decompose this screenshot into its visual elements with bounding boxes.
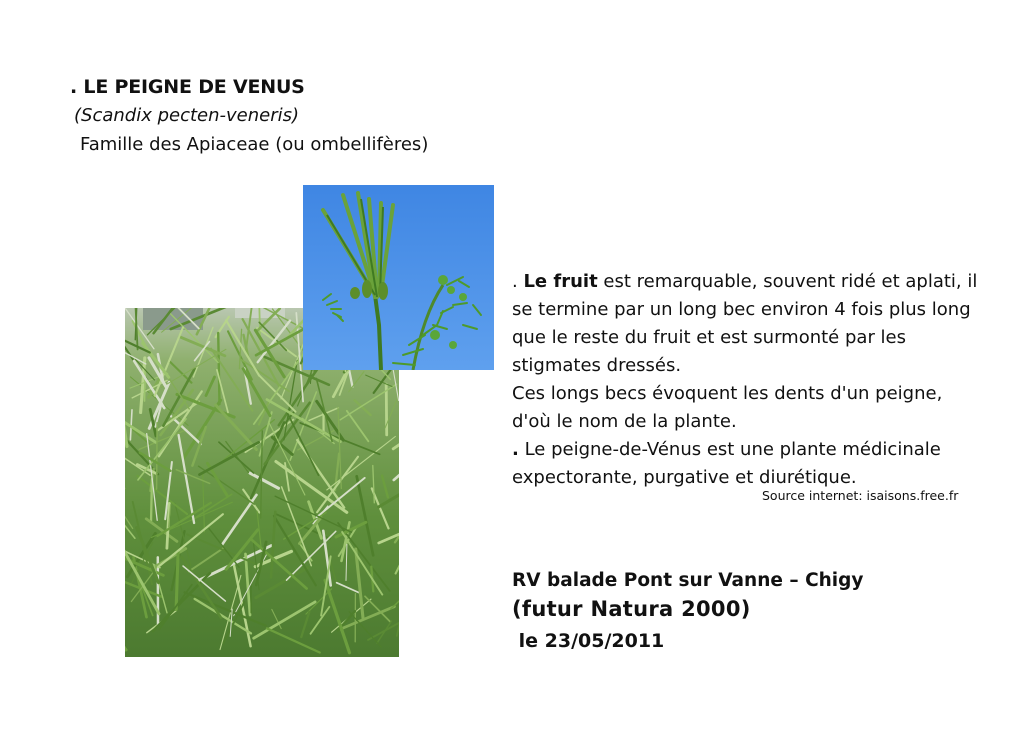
medicinal-paragraph — [512, 436, 982, 492]
grass-blade — [218, 333, 219, 404]
fruit-label: Le fruit — [523, 271, 598, 292]
fruit-text: est remarquable, souvent ridé et aplati, il se termine par un long bec environ 4 fois plus long que le reste du fruit et est surmonté par les stigmates dressés. — [512, 271, 978, 376]
outing-title: RV balade Pont sur Vanne – Chigy — [512, 570, 864, 591]
plant-photo-drawing — [303, 185, 494, 370]
fruit-paragraph — [512, 268, 982, 380]
source-credit: Source internet: isaisons.free.fr — [762, 488, 959, 503]
medicinal-text: Le peigne-de-Vénus est une plante médicinale expectorante, purgative et diurétique. — [512, 439, 941, 488]
grass-blade — [386, 384, 387, 435]
outing-date: le 23/05/2011 — [512, 630, 665, 652]
plant-family: Famille des Apiaceae (ou ombellifères) — [80, 134, 429, 155]
comb-paragraph: Ces longs becs évoquent les dents d'un peigne, d'où le nom de la plante. — [512, 383, 943, 432]
plant-sky-photo — [303, 185, 494, 370]
grass-blade — [151, 479, 152, 522]
grass-blade — [176, 553, 178, 610]
scientific-name: (Scandix pecten-veneris) — [74, 105, 300, 126]
bullet-prefix: . — [512, 271, 524, 292]
bullet-prefix: . — [512, 439, 519, 460]
plant-description — [512, 268, 982, 492]
page-title: . LE PEIGNE DE VENUS — [70, 76, 305, 98]
outing-subtitle: (futur Natura 2000) — [512, 597, 751, 621]
